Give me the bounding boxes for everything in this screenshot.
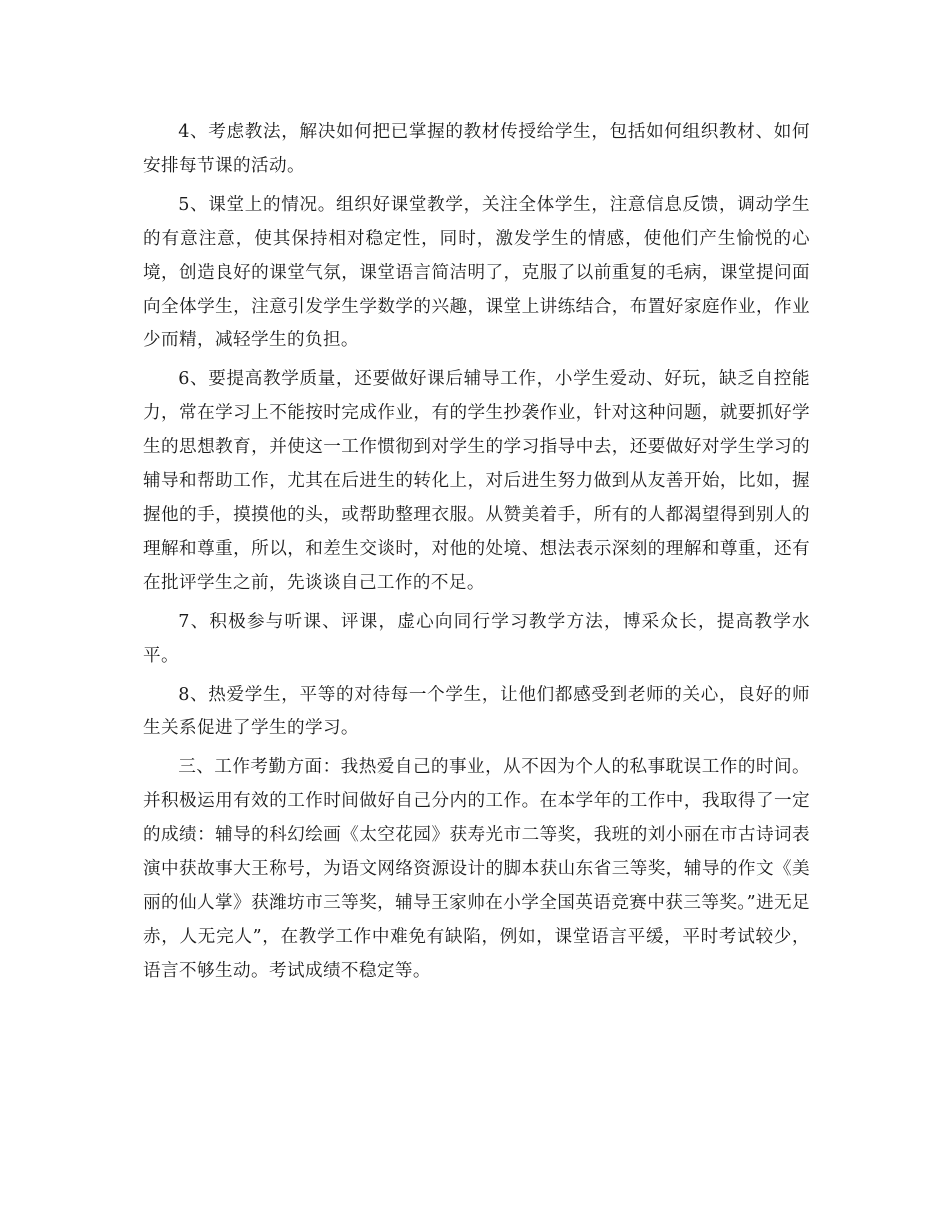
paragraph-item-5: 5、课堂上的情况。组织好课堂教学，关注全体学生，注意信息反馈，调动学生的有意注意，使其保持相对稳定性，同时，激发学生的情感，使他们产生愉悦的心境，创造良好的课堂气氛，课堂语言简洁明了，克服了以前重复的毛病，课堂提问面向全体学生，注意引发学生学数学的兴趣，课堂上讲练结合，布置好家庭作业，作业少而精，减轻学生的负担。 <box>143 194 810 351</box>
paragraph-item-7: 7、积极参与听课、评课，虚心向同行学习教学方法，博采众长，提高教学水平。 <box>143 611 810 666</box>
paragraph-item-4: 4、考虑教法，解决如何把已掌握的教材传授给学生，包括如何组织教材、如何安排每节课的活动。 <box>143 122 810 176</box>
paragraph-item-6: 6、要提高教学质量，还要做好课后辅导工作，小学生爱动、好玩，缺乏自控能力，常在学习上不能按时完成作业，有的学生抄袭作业，针对这种问题，就要抓好学生的思想教育，并使这一工作惯彻到对学生的学习指导中去，还要做好对学生学习的辅导和帮助工作，尤其在后进生的转化上，对后进生努力做到从友善开始，比如，握握他的手，摸摸他的头，或帮助整理衣服。从赞美着手，所有的人都渴望得到别人的理解和尊重，所以，和差生交谈时，对他的处境、想法表示深刻的理解和尊重，还有在批评学生之前，先谈谈自己工作的不足。 <box>143 369 810 593</box>
document-body <box>143 116 810 994</box>
paragraph-item-8: 8、热爱学生，平等的对待每一个学生，让他们都感受到老师的关心，良好的师生关系促进了学生的学习。 <box>143 684 810 739</box>
paragraph-attendance: 三、工作考勤方面：我热爱自己的事业，从不因为个人的私事耽误工作的时间。并积极运用有效的工作时间做好自己分内的工作。在本学年的工作中，我取得了一定的成绩：辅导的科幻绘画《太空花园》获寿光市二等奖，我班的刘小丽在市古诗词表演中获故事大王称号，为语文网络资源设计的脚本获山东省三等奖，辅导的作文《美丽的仙人掌》获潍坊市三等奖，辅导王家帅在小学全国英语竞赛中获三等奖。”进无足赤，人无完人”，在教学工作中难免有缺陷，例如，课堂语言平缓，平时考试较少，语言不够生动。考试成绩不稳定等。 <box>143 757 810 981</box>
